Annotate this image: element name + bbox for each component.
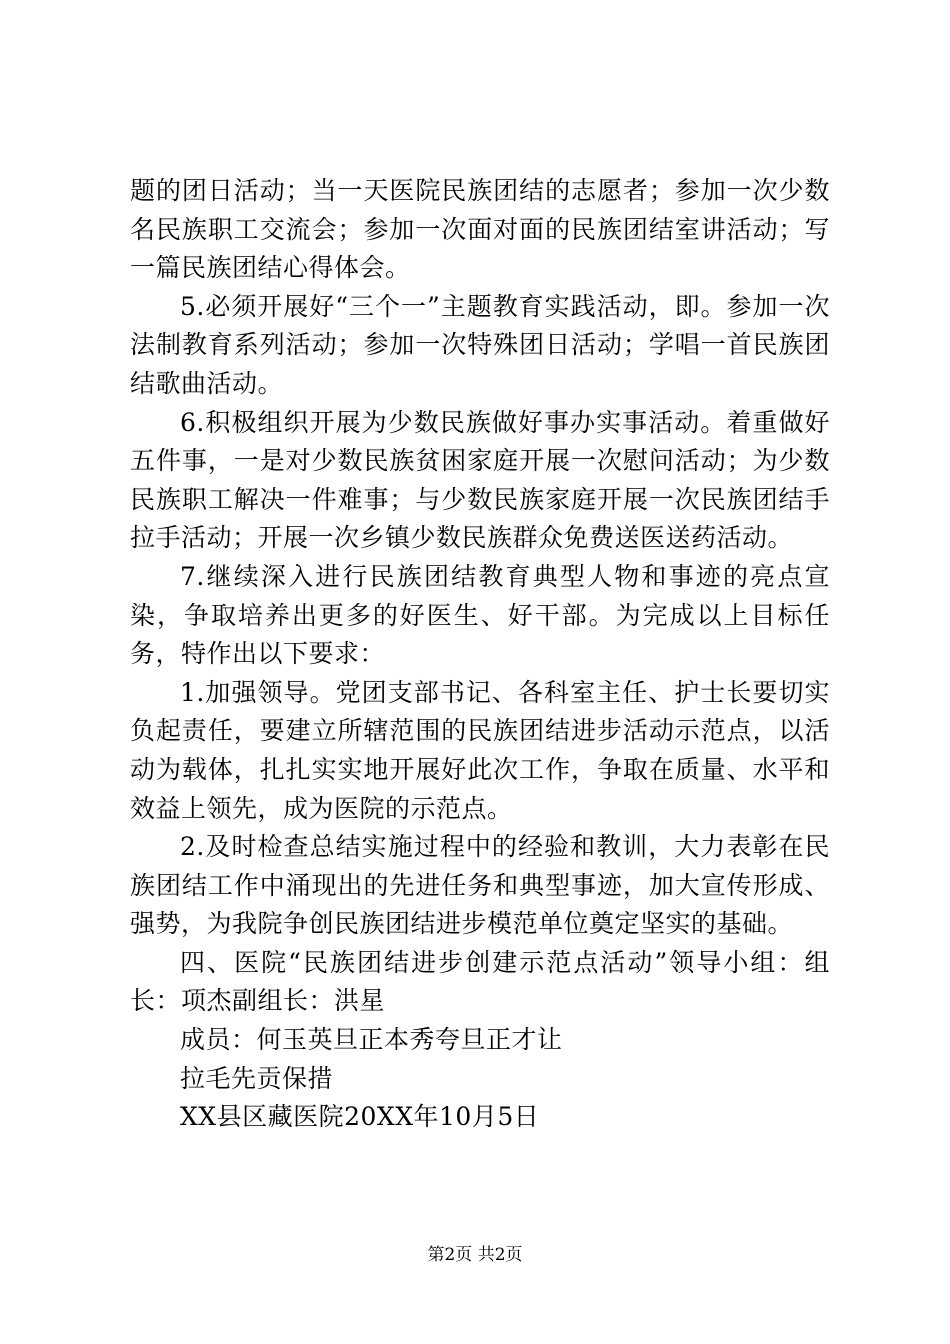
document-body: [130, 172, 830, 1137]
paragraph-leadership-group: 四、医院“民族团结进步创建示范点活动”领导小组：组长：项杰副组长：洪星: [130, 947, 830, 1016]
paragraph-item-5: 5.必须开展好“三个一”主题教育实践活动，即。参加一次法制教育系列活动；参加一次特殊团日活动；学唱一首民族团结歌曲活动。: [130, 291, 830, 398]
page-footer: [0, 1244, 950, 1266]
paragraph-activities-continued: 题的团日活动；当一天医院民族团结的志愿者；参加一次少数名民族职工交流会；参加一次面对面的民族团结室讲活动；写一篇民族团结心得体会。: [130, 176, 830, 283]
paragraph-item-7: 7.继续深入进行民族团结教育典型人物和事迹的亮点宣染，争取培养出更多的好医生、好干部。为完成以上目标任务，特作出以下要求：: [130, 561, 830, 669]
paragraph-signature-date: XX县区藏医院20XX年10月5日: [180, 1102, 540, 1132]
paragraph-requirement-2: 2.及时检查总结实施过程中的经验和教训，大力表彰在民族团结工作中涌现出的先进任务和典型事迹，加大宣传形成、强势，为我院争创民族团结进步模范单位奠定坚实的基础。: [130, 832, 830, 939]
paragraph-requirement-1: 1.加强领导。党团支部书记、各科室主任、护士长要切实负起责任，要建立所辖范围的民族团结进步活动示范点，以活动为载体，扎扎实实地开展好此次工作，争取在质量、水平和效益上领先，成为医院的示范点。: [130, 677, 830, 823]
paragraph-members-continued: 拉毛先贡保措: [180, 1063, 334, 1093]
paragraph-item-6: 6.积极组织开展为少数民族做好事办实事活动。着重做好五件事，一是对少数民族贫困家庭开展一次慰问活动；为少数民族职工解决一件难事；与少数民族家庭开展一次民族团结手拉手活动；开展一次乡镇少数民族群众免费送医送药活动。: [130, 407, 830, 553]
page-number-label: 第2页 共2页: [427, 1245, 523, 1265]
paragraph-members: 成员：何玉英旦正本秀夸旦正才让: [180, 1025, 563, 1055]
